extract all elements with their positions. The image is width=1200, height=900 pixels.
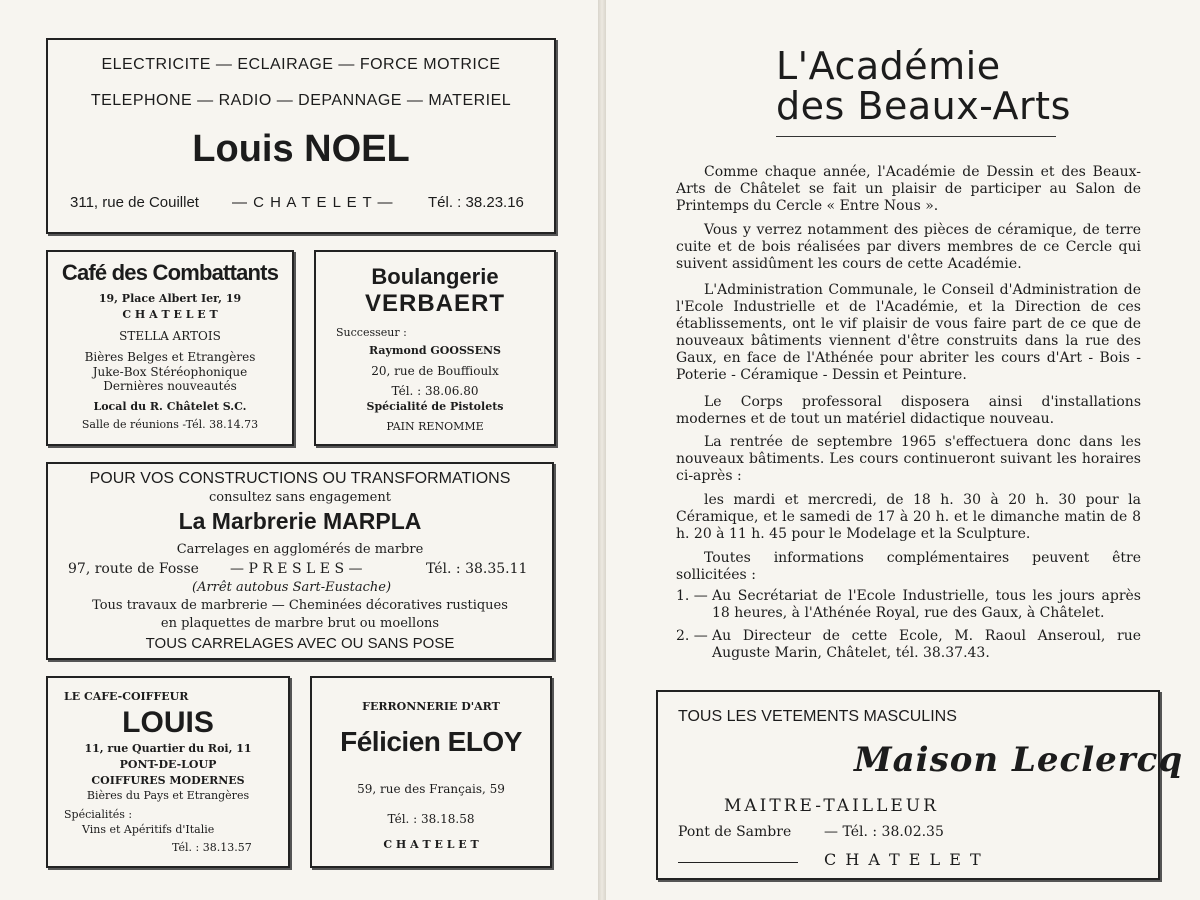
ad-eloy-address: 59, rue des Français, 59	[357, 782, 505, 796]
ad-marpla-works: Tous travaux de marbrerie — Cheminées décoratives rustiques	[92, 598, 508, 613]
ad-leclercq-tel: — Tél. : 38.02.35	[824, 824, 944, 840]
ad-eloy-kind: FERRONNERIE D'ART	[362, 700, 500, 713]
article-list-item-1-text: Au Secrétariat de l'Ecole Industrielle, tous les jours après 18 heures, à l'Athénée Royal, rue des Gaux, à Châtelet.	[712, 588, 1141, 621]
ad-marpla-bus: (Arrêt autobus Sart-Eustache)	[192, 580, 392, 595]
ad-marpla-name: La Marbrerie MARPLA	[178, 508, 422, 534]
ad-louis-noel	[46, 38, 556, 234]
ad-noel-line2: TELEPHONE — RADIO — DEPANNAGE — MATERIEL	[90, 92, 512, 109]
left-page	[0, 0, 598, 900]
ad-ferronnerie-eloy	[310, 676, 552, 868]
ad-louis-kind: LE CAFE-COIFFEUR	[64, 690, 189, 703]
article-paragraph-5: La rentrée de septembre 1965 s'effectuera donc dans les nouveaux bâtiments. Les cours continueront suivant les horaires ci-après :	[676, 434, 1141, 484]
ad-cafe-combattants	[46, 250, 294, 446]
ad-louis-tel: Tél. : 38.13.57	[172, 841, 252, 854]
ad-noel-name: Louis NOEL	[192, 128, 410, 170]
article-list-item-1-number: 1. —	[676, 588, 708, 604]
ad-marbrerie-marpla	[46, 462, 554, 660]
article-paragraph-4: Le Corps professoral disposera ainsi d'installations modernes et de tout un matériel didactique nouveau.	[676, 394, 1141, 427]
ad-eloy-tel: Tél. : 38.18.58	[387, 812, 475, 826]
ad-leclercq-place: Pont de Sambre	[678, 824, 792, 840]
title-rule	[776, 136, 1056, 137]
ad-leclercq-town: C H A T E L E T	[824, 850, 983, 869]
ad-louis-address: 11, rue Quartier du Roi, 11	[84, 742, 252, 755]
ad-noel-line1: ELECTRICITE — ECLAIRAGE — FORCE MOTRICE	[101, 56, 501, 73]
article-list-item-2-number: 2. —	[676, 628, 708, 644]
ad-boulangerie-successor: Raymond GOOSSENS	[369, 344, 501, 357]
ad-noel-town: — C H A T E L E T —	[232, 194, 394, 211]
ad-marpla-address: 97, route de Fosse	[68, 561, 199, 577]
ad-marpla-consult: consultez sans engagement	[209, 490, 391, 505]
article-title-line1: L'Académie	[776, 44, 1001, 88]
ad-cafe-town: C H A T E L E T	[122, 308, 218, 321]
ad-leclercq-rule	[678, 862, 798, 863]
article-paragraph-7: Toutes informations complémentaires peuvent être sollicitées :	[676, 550, 1141, 583]
ad-cafe-address: 19, Place Albert Ier, 19	[98, 292, 242, 305]
ad-louis-spec-label: Spécialités :	[64, 808, 133, 821]
ad-cafe-local: Local du R. Châtelet S.C.	[93, 400, 247, 413]
article-paragraph-2: Vous y verrez notamment des pièces de céramique, de terre cuite et de bois réalisées par divers membres de ce Cercle qui suivent assidûment les cours de cette Académie.	[676, 222, 1141, 272]
ad-boulangerie-successor-label: Successeur :	[336, 326, 407, 339]
ad-boulangerie-verbaert	[314, 250, 556, 446]
right-page	[606, 0, 1200, 900]
ad-louis-beers: Bières du Pays et Etrangères	[86, 789, 250, 802]
ad-cafe-brand: STELLA ARTOIS	[119, 329, 221, 343]
ad-leclercq-name: Maison Leclercq	[854, 740, 1184, 780]
ad-louis-coiffures: COIFFURES MODERNES	[91, 774, 245, 787]
ad-eloy-town: C H A T E L E T	[383, 838, 479, 851]
ad-boulangerie-name: VERBAERT	[364, 290, 505, 317]
ad-cafe-salle: Salle de réunions -Tél. 38.14.73	[81, 418, 259, 431]
ad-noel-address: 311, rue de Couillet	[70, 194, 199, 211]
article-paragraph-1: Comme chaque année, l'Académie de Dessin et des Beaux-Arts de Châtelet se fait un plaisir de participer au Salon de Printemps du Cercle « Entre Nous ».	[676, 164, 1141, 214]
ad-cafe-beers: Bières Belges et Etrangères	[84, 350, 256, 364]
ad-louis-town: PONT-DE-LOUP	[119, 758, 217, 771]
ad-marpla-pose: TOUS CARRELAGES AVEC OU SANS POSE	[145, 635, 455, 652]
article-paragraph-6: les mardi et mercredi, de 18 h. 30 à 20 h. 30 pour la Céramique, et le samedi de 17 à 20 h. et le dimanche matin de 8 h. 20 à 11 h. 45 pour le Modelage et la Sculpture.	[676, 492, 1141, 542]
ad-cafe-coiffeur-louis	[46, 676, 290, 868]
ad-marpla-town: — P R E S L E S —	[230, 561, 363, 577]
ad-boulangerie-speciality: Spécialité de Pistolets	[366, 400, 504, 413]
ad-boulangerie-renown: PAIN RENOMME	[386, 420, 484, 433]
ad-boulangerie-title: Boulangerie	[371, 264, 499, 289]
ad-leclercq-headline: TOUS LES VETEMENTS MASCULINS	[678, 708, 957, 725]
ad-marpla-plaquettes: en plaquettes de marbre brut ou moellons	[160, 616, 440, 631]
ad-cafe-news: Dernières nouveautés	[103, 379, 237, 393]
article-list-item-1	[676, 588, 1141, 622]
article-paragraph-3: L'Administration Communale, le Conseil d'Administration de l'Ecole Industrielle et de l'Académie, et la Direction de ces établissements, ont le vif plaisir de vous faire part de ce que de nouveaux bâtiments viennent d'être construits dans la rue des Gaux, en face de l'Athénée pour abriter les cours d'Art - Bois - Poterie - Céramique - Dessin et Peinture.	[676, 282, 1141, 383]
ad-marpla-headline: POUR VOS CONSTRUCTIONS OU TRANSFORMATIONS	[89, 470, 511, 487]
ad-leclercq-trade: MAITRE-TAILLEUR	[724, 796, 939, 816]
ad-marpla-carrelages: Carrelages en agglomérés de marbre	[176, 542, 424, 557]
ad-cafe-name: Café des Combattants	[61, 260, 279, 285]
book-gutter	[598, 0, 606, 900]
ad-louis-name: LOUIS	[122, 706, 214, 739]
ad-cafe-jukebox: Juke-Box Stéréophonique	[92, 365, 248, 379]
ad-louis-spec: Vins et Apéritifs d'Italie	[82, 823, 215, 836]
ad-boulangerie-tel: Tél. : 38.06.80	[391, 384, 479, 398]
ad-maison-leclercq	[656, 690, 1184, 880]
ad-noel-tel: Tél. : 38.23.16	[428, 194, 524, 211]
ad-marpla-tel: Tél. : 38.35.11	[426, 561, 528, 577]
article-list-item-2	[676, 628, 1141, 662]
ad-boulangerie-address: 20, rue de Bouffioulx	[371, 364, 499, 378]
article-list-item-2-text: Au Directeur de cette Ecole, M. Raoul Anseroul, rue Auguste Marin, Châtelet, tél. 38.37.43.	[712, 628, 1141, 661]
ad-eloy-name: Félicien ELOY	[340, 726, 522, 757]
article-title-line2: des Beaux-Arts	[776, 84, 1071, 128]
